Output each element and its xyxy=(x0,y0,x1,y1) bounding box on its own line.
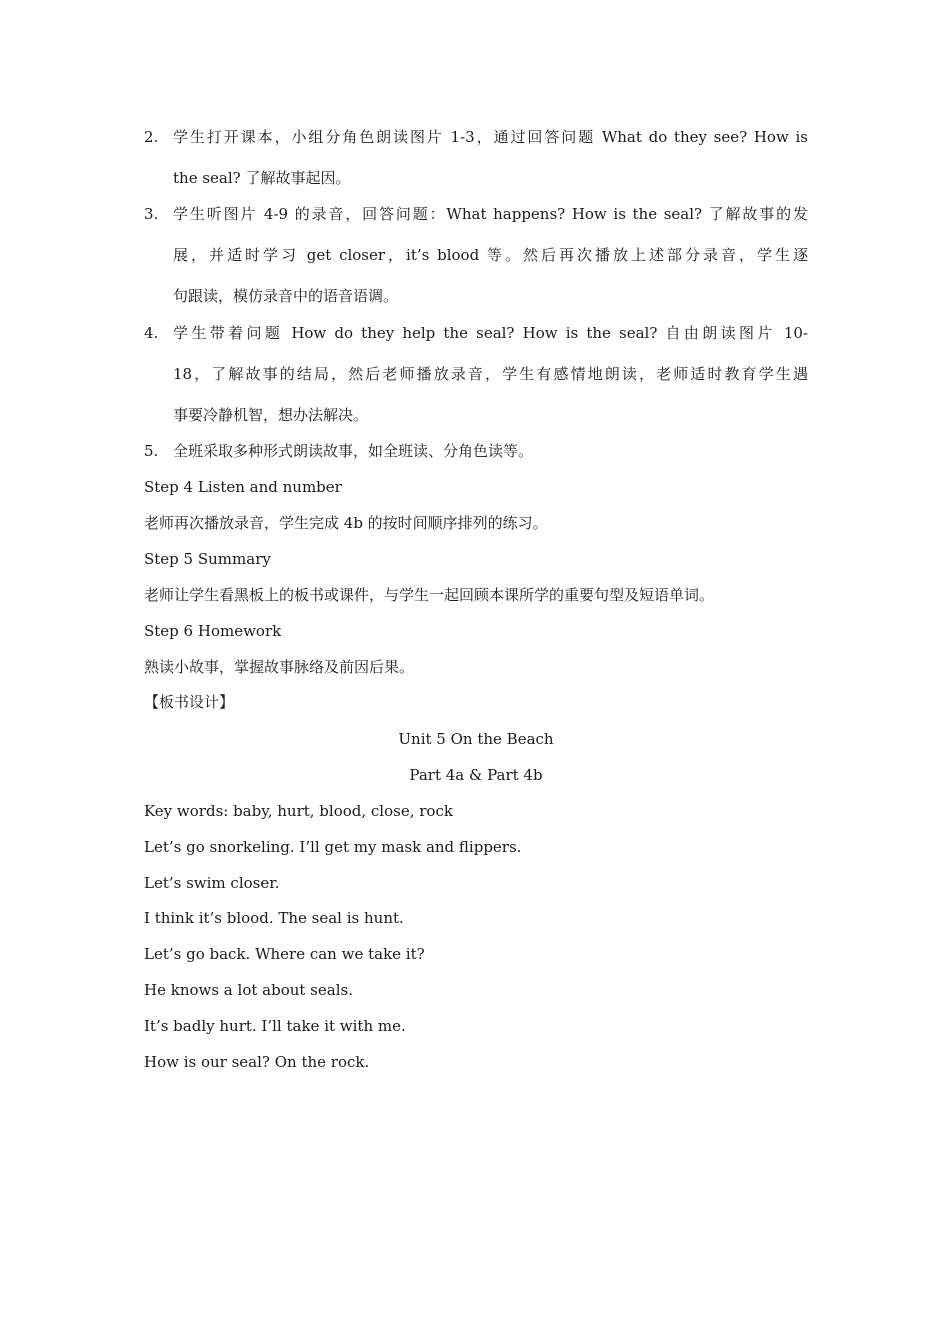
board-line: I think it’s blood. The seal is hunt. xyxy=(144,909,404,927)
board-subtitle: Part 4a & Part 4b xyxy=(409,766,543,784)
board-line: Let’s swim closer. xyxy=(144,874,280,892)
step-item-text: 学生打开课本，小组分角色朗读图片 1-3，通过回答问题 What do they see? How is xyxy=(173,128,808,146)
step-item-text: 学生带着问题 How do they help the seal? How is the seal? 自由朗读图片 10- xyxy=(173,324,808,342)
step-item-text: 全班采取多种形式朗读故事，如全班读、分角色读等。 xyxy=(173,442,534,460)
step-item-4-line-1 xyxy=(144,323,808,343)
board-line: It’s badly hurt. I’ll take it with me. xyxy=(144,1017,406,1035)
step-6-heading: Step 6 Homework xyxy=(144,622,282,640)
step-item-number: 4. xyxy=(144,324,159,342)
board-line: Let’s go snorkeling. I’ll get my mask and flippers. xyxy=(144,838,522,856)
step-item-2-line-2: the seal? 了解故事起因。 xyxy=(173,169,351,187)
step-item-5-line-1 xyxy=(144,441,808,461)
step-item-text: 学生听图片 4-9 的录音，回答问题：What happens? How is the seal? 了解故事的发 xyxy=(173,205,808,223)
step-5-text: 老师让学生看黑板上的板书或课件，与学生一起回顾本课所学的重要句型及短语单词。 xyxy=(144,586,715,604)
step-item-3-line-1 xyxy=(144,204,808,224)
step-item-number: 3. xyxy=(144,205,159,223)
step-item-3-line-2: 展，并适时学习 get closer，it’s blood 等。然后再次播放上述部分录音，学生逐 xyxy=(173,246,808,264)
step-6-text: 熟读小故事，掌握故事脉络及前因后果。 xyxy=(144,658,415,676)
board-title: Unit 5 On the Beach xyxy=(398,730,554,748)
step-item-2-line-1 xyxy=(144,127,808,147)
step-item-number: 2. xyxy=(144,128,159,146)
board-design-label: 【板书设计】 xyxy=(144,693,235,711)
step-item-4-line-2: 18，了解故事的结局，然后老师播放录音，学生有感情地朗读，老师适时教育学生遇 xyxy=(173,365,808,383)
board-line: Let’s go back. Where can we take it? xyxy=(144,945,425,963)
step-item-3-line-3: 句跟读，模仿录音中的语音语调。 xyxy=(173,287,399,305)
step-4-heading: Step 4 Listen and number xyxy=(144,478,342,496)
board-line-key-words: Key words: baby, hurt, blood, close, rock xyxy=(144,802,453,820)
step-item-number: 5. xyxy=(144,442,159,460)
step-item-4-line-3: 事要冷静机智，想办法解决。 xyxy=(173,406,369,424)
board-line: He knows a lot about seals. xyxy=(144,981,353,999)
board-line: How is our seal? On the rock. xyxy=(144,1053,370,1071)
step-5-heading: Step 5 Summary xyxy=(144,550,271,568)
step-4-text: 老师再次播放录音，学生完成 4b 的按时间顺序排列的练习。 xyxy=(144,514,548,532)
